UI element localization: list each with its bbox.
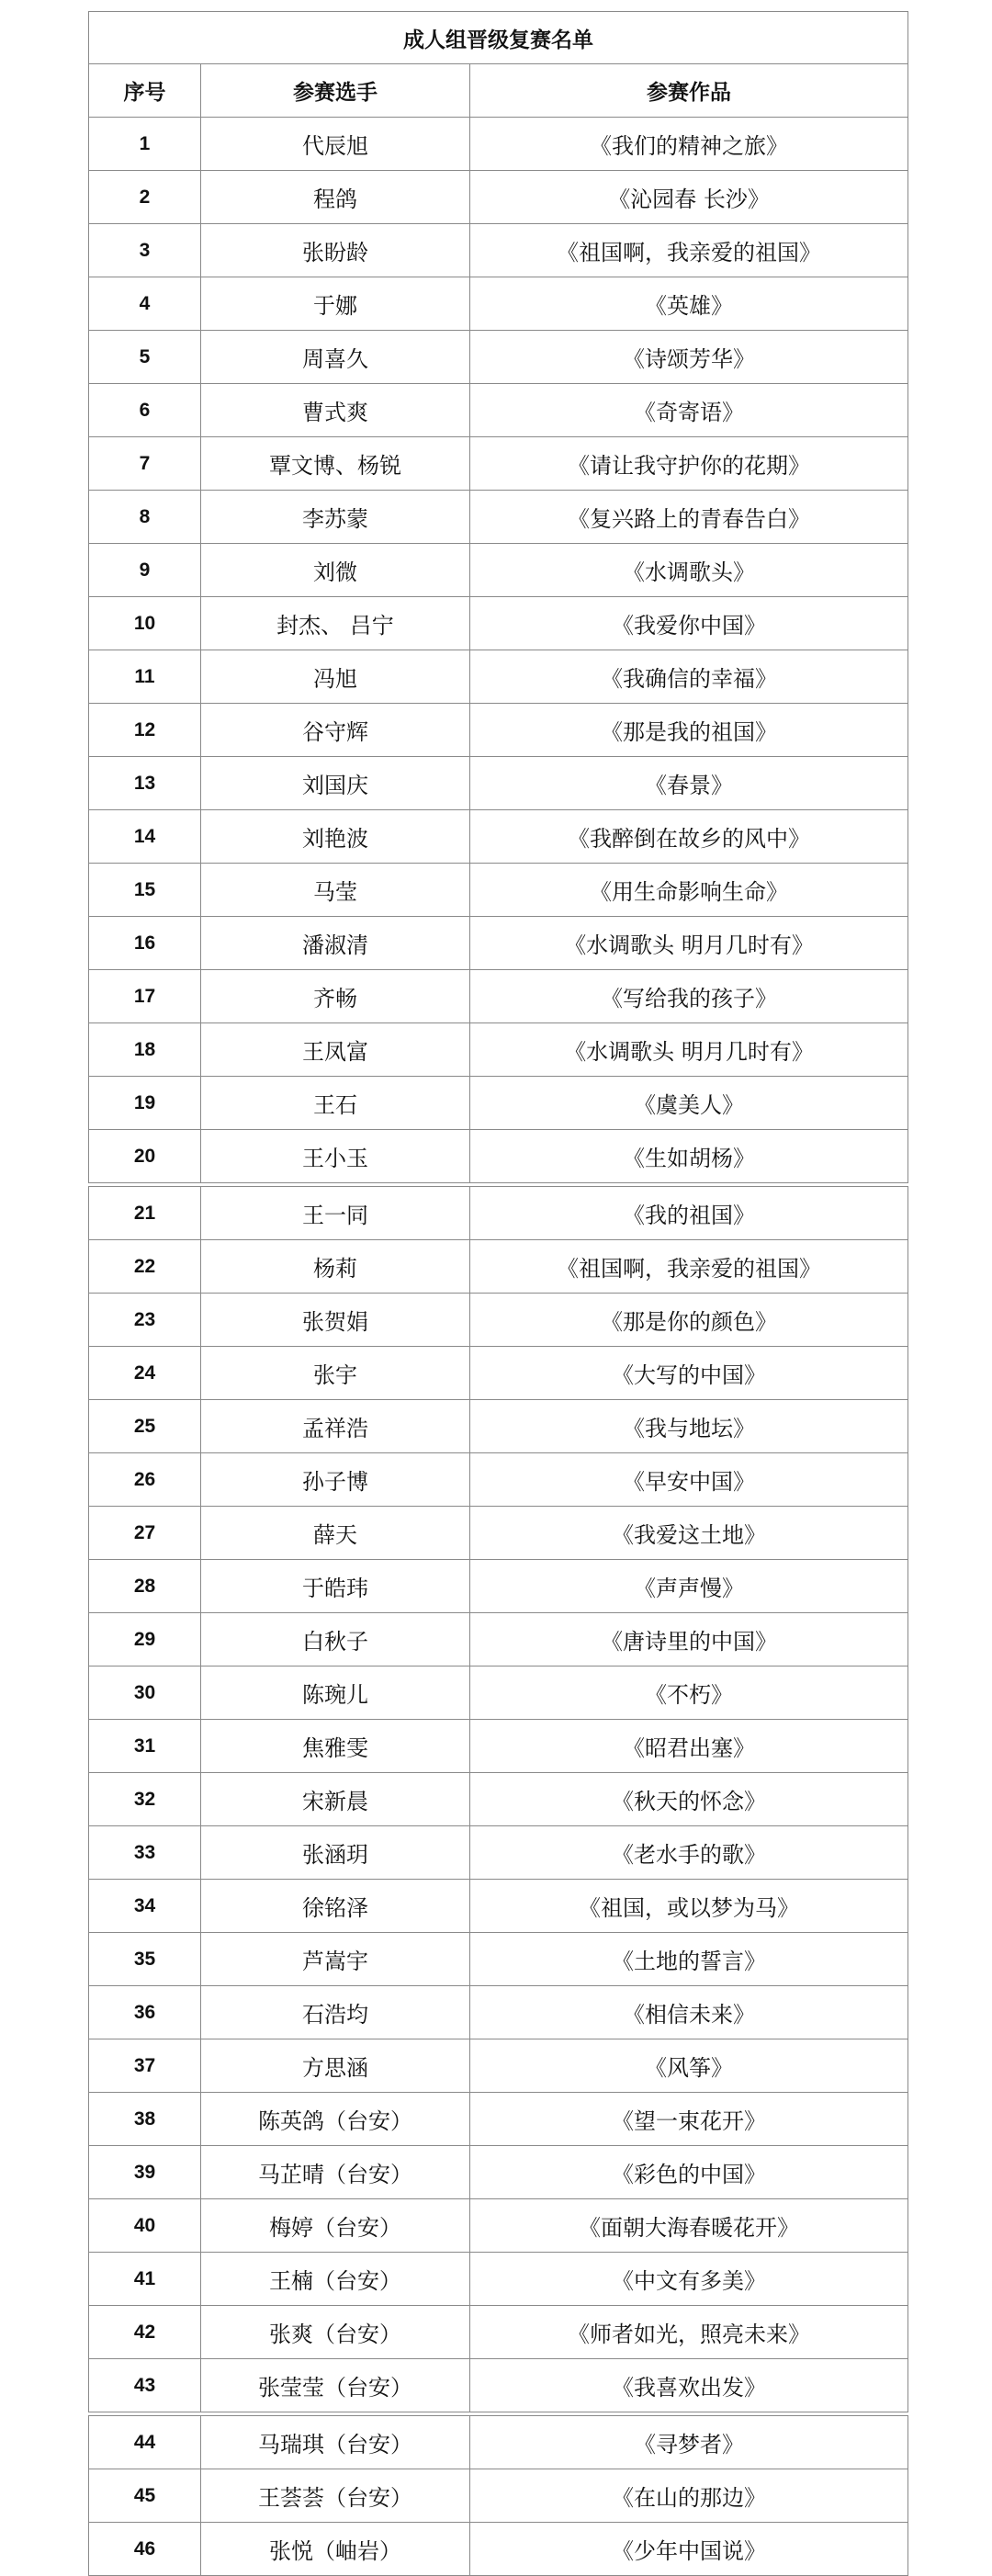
table-title: 成人组晋级复赛名单	[89, 12, 908, 64]
table-row	[89, 2469, 908, 2523]
work-title: 《我们的精神之旅》	[470, 118, 908, 171]
row-number: 41	[89, 2253, 201, 2306]
contestant-name: 于皓玮	[201, 1560, 470, 1613]
table-row	[89, 1453, 908, 1507]
table-row	[89, 917, 908, 970]
contestant-name: 曹式爽	[201, 384, 470, 437]
table-row	[89, 1666, 908, 1720]
work-title: 《祖国，或以梦为马》	[470, 1880, 908, 1933]
contestant-name: 刘微	[201, 544, 470, 597]
work-title: 《沁园春 长沙》	[470, 171, 908, 224]
table-row	[89, 1933, 908, 1986]
row-number: 33	[89, 1826, 201, 1880]
table-row	[89, 118, 908, 171]
contestant-name: 杨莉	[201, 1240, 470, 1294]
table-row	[89, 1400, 908, 1453]
roster-table	[88, 11, 908, 2576]
table-row	[89, 491, 908, 544]
row-number: 43	[89, 2359, 201, 2412]
contestant-name: 封杰、 吕宁	[201, 597, 470, 650]
work-title: 《面朝大海春暖花开》	[470, 2199, 908, 2253]
work-title: 《我喜欢出发》	[470, 2359, 908, 2412]
work-title: 《土地的誓言》	[470, 1933, 908, 1986]
work-title: 《在山的那边》	[470, 2469, 908, 2523]
table-row	[89, 970, 908, 1023]
work-title: 《我醉倒在故乡的风中》	[470, 810, 908, 864]
header-work: 参赛作品	[470, 64, 908, 118]
work-title: 《祖国啊，我亲爱的祖国》	[470, 224, 908, 277]
contestant-name: 芦嵩宇	[201, 1933, 470, 1986]
work-title: 《我爱这土地》	[470, 1507, 908, 1560]
table-row	[89, 437, 908, 491]
work-title: 《中文有多美》	[470, 2253, 908, 2306]
contestant-name: 王楠（台安）	[201, 2253, 470, 2306]
contestant-name: 张贺娟	[201, 1294, 470, 1347]
contestant-name: 冯旭	[201, 650, 470, 704]
contestant-name: 于娜	[201, 277, 470, 331]
row-number: 38	[89, 2093, 201, 2146]
row-number: 35	[89, 1933, 201, 1986]
table-row	[89, 1880, 908, 1933]
contestant-name: 白秋子	[201, 1613, 470, 1666]
work-title: 《声声慢》	[470, 1560, 908, 1613]
work-title: 《诗颂芳华》	[470, 331, 908, 384]
table-row	[89, 1507, 908, 1560]
contestant-name: 张宇	[201, 1347, 470, 1400]
work-title: 《祖国啊，我亲爱的祖国》	[470, 1240, 908, 1294]
row-number: 17	[89, 970, 201, 1023]
work-title: 《我与地坛》	[470, 1400, 908, 1453]
work-title: 《望一束花开》	[470, 2093, 908, 2146]
row-number: 15	[89, 864, 201, 917]
table-row	[89, 2306, 908, 2359]
row-number: 1	[89, 118, 201, 171]
work-title: 《早安中国》	[470, 1453, 908, 1507]
table-row	[89, 1720, 908, 1773]
contestant-name: 代辰旭	[201, 118, 470, 171]
work-title: 《师者如光，照亮未来》	[470, 2306, 908, 2359]
row-number: 18	[89, 1023, 201, 1077]
work-title: 《那是你的颜色》	[470, 1294, 908, 1347]
work-title: 《水调歌头 明月几时有》	[470, 917, 908, 970]
contestant-name: 张悦（岫岩）	[201, 2523, 470, 2576]
work-title: 《昭君出塞》	[470, 1720, 908, 1773]
contestant-name: 李苏蒙	[201, 491, 470, 544]
row-number: 5	[89, 331, 201, 384]
work-title: 《大写的中国》	[470, 1347, 908, 1400]
work-title: 《我的祖国》	[470, 1187, 908, 1240]
table-row	[89, 2039, 908, 2093]
row-number: 32	[89, 1773, 201, 1826]
work-title: 《生如胡杨》	[470, 1130, 908, 1183]
table-row	[89, 1023, 908, 1077]
row-number: 6	[89, 384, 201, 437]
work-title: 《用生命影响生命》	[470, 864, 908, 917]
row-number: 39	[89, 2146, 201, 2199]
work-title: 《请让我守护你的花期》	[470, 437, 908, 491]
row-number: 36	[89, 1986, 201, 2039]
work-title: 《水调歌头 明月几时有》	[470, 1023, 908, 1077]
work-title: 《奇寄语》	[470, 384, 908, 437]
contestant-name: 陈英鸽（台安）	[201, 2093, 470, 2146]
table-row	[89, 1560, 908, 1613]
contestant-name: 张盼龄	[201, 224, 470, 277]
work-title: 《那是我的祖国》	[470, 704, 908, 757]
table-row	[89, 2093, 908, 2146]
table-row	[89, 2359, 908, 2412]
row-number: 10	[89, 597, 201, 650]
row-number: 13	[89, 757, 201, 810]
row-number: 12	[89, 704, 201, 757]
table-row	[89, 2146, 908, 2199]
contestant-name: 石浩均	[201, 1986, 470, 2039]
work-title: 《彩色的中国》	[470, 2146, 908, 2199]
contestant-name: 焦雅雯	[201, 1720, 470, 1773]
work-title: 《秋天的怀念》	[470, 1773, 908, 1826]
row-number: 44	[89, 2416, 201, 2469]
table-row	[89, 1773, 908, 1826]
row-number: 37	[89, 2039, 201, 2093]
work-title: 《风筝》	[470, 2039, 908, 2093]
contestant-name: 马瑞琪（台安）	[201, 2416, 470, 2469]
work-title: 《虞美人》	[470, 1077, 908, 1130]
contestant-name: 徐铭泽	[201, 1880, 470, 1933]
row-number: 40	[89, 2199, 201, 2253]
table-row	[89, 2199, 908, 2253]
row-number: 11	[89, 650, 201, 704]
row-number: 45	[89, 2469, 201, 2523]
row-number: 4	[89, 277, 201, 331]
row-number: 26	[89, 1453, 201, 1507]
row-number: 19	[89, 1077, 201, 1130]
table-row	[89, 277, 908, 331]
row-number: 21	[89, 1187, 201, 1240]
contestant-name: 程鸽	[201, 171, 470, 224]
contestant-name: 刘国庆	[201, 757, 470, 810]
table-row	[89, 1826, 908, 1880]
header-contestant: 参赛选手	[201, 64, 470, 118]
work-title: 《唐诗里的中国》	[470, 1613, 908, 1666]
work-title: 《相信未来》	[470, 1986, 908, 2039]
header-number: 序号	[89, 64, 201, 118]
row-number: 22	[89, 1240, 201, 1294]
table-row	[89, 650, 908, 704]
contestant-name: 孟祥浩	[201, 1400, 470, 1453]
contestant-name: 陈琬儿	[201, 1666, 470, 1720]
contestant-name: 刘艳波	[201, 810, 470, 864]
contestant-name: 张莹莹（台安）	[201, 2359, 470, 2412]
work-title: 《春景》	[470, 757, 908, 810]
roster-sheet	[88, 11, 907, 2576]
table-row	[89, 224, 908, 277]
contestant-name: 齐畅	[201, 970, 470, 1023]
row-number: 16	[89, 917, 201, 970]
contestant-name: 梅婷（台安）	[201, 2199, 470, 2253]
row-number: 29	[89, 1613, 201, 1666]
table-row	[89, 2523, 908, 2576]
row-number: 30	[89, 1666, 201, 1720]
table-row	[89, 597, 908, 650]
table-row	[89, 331, 908, 384]
work-title: 《写给我的孩子》	[470, 970, 908, 1023]
row-number: 7	[89, 437, 201, 491]
table-row	[89, 384, 908, 437]
contestant-name: 宋新晨	[201, 1773, 470, 1826]
row-number: 34	[89, 1880, 201, 1933]
row-number: 31	[89, 1720, 201, 1773]
contestant-name: 方思涵	[201, 2039, 470, 2093]
row-number: 24	[89, 1347, 201, 1400]
row-number: 42	[89, 2306, 201, 2359]
work-title: 《我爱你中国》	[470, 597, 908, 650]
row-number: 3	[89, 224, 201, 277]
row-number: 25	[89, 1400, 201, 1453]
contestant-name: 覃文博、杨锐	[201, 437, 470, 491]
row-number: 8	[89, 491, 201, 544]
table-row	[89, 1187, 908, 1240]
contestant-name: 王凤富	[201, 1023, 470, 1077]
table-row	[89, 757, 908, 810]
contestant-name: 王荟荟（台安）	[201, 2469, 470, 2523]
work-title: 《少年中国说》	[470, 2523, 908, 2576]
contestant-name: 马芷晴（台安）	[201, 2146, 470, 2199]
work-title: 《老水手的歌》	[470, 1826, 908, 1880]
table-row	[89, 171, 908, 224]
work-title: 《英雄》	[470, 277, 908, 331]
contestant-name: 王一同	[201, 1187, 470, 1240]
contestant-name: 周喜久	[201, 331, 470, 384]
header-row	[89, 64, 908, 118]
table-row	[89, 704, 908, 757]
row-number: 27	[89, 1507, 201, 1560]
row-number: 14	[89, 810, 201, 864]
row-number: 20	[89, 1130, 201, 1183]
row-number: 9	[89, 544, 201, 597]
contestant-name: 潘淑清	[201, 917, 470, 970]
contestant-name: 王石	[201, 1077, 470, 1130]
title-row	[89, 12, 908, 64]
table-row	[89, 2416, 908, 2469]
table-row	[89, 1294, 908, 1347]
contestant-name: 孙子博	[201, 1453, 470, 1507]
row-number: 23	[89, 1294, 201, 1347]
table-row	[89, 1240, 908, 1294]
contestant-name: 谷守辉	[201, 704, 470, 757]
table-row	[89, 2253, 908, 2306]
table-row	[89, 544, 908, 597]
table-row	[89, 1130, 908, 1183]
table-row	[89, 810, 908, 864]
contestant-name: 薛天	[201, 1507, 470, 1560]
row-number: 46	[89, 2523, 201, 2576]
contestant-name: 张涵玥	[201, 1826, 470, 1880]
row-number: 28	[89, 1560, 201, 1613]
work-title: 《我确信的幸福》	[470, 650, 908, 704]
table-row	[89, 1347, 908, 1400]
work-title: 《水调歌头》	[470, 544, 908, 597]
contestant-name: 王小玉	[201, 1130, 470, 1183]
table-row	[89, 1986, 908, 2039]
table-row	[89, 1077, 908, 1130]
table-row	[89, 864, 908, 917]
table-row	[89, 1613, 908, 1666]
work-title: 《不朽》	[470, 1666, 908, 1720]
row-number: 2	[89, 171, 201, 224]
work-title: 《复兴路上的青春告白》	[470, 491, 908, 544]
contestant-name: 张爽（台安）	[201, 2306, 470, 2359]
work-title: 《寻梦者》	[470, 2416, 908, 2469]
contestant-name: 马莹	[201, 864, 470, 917]
